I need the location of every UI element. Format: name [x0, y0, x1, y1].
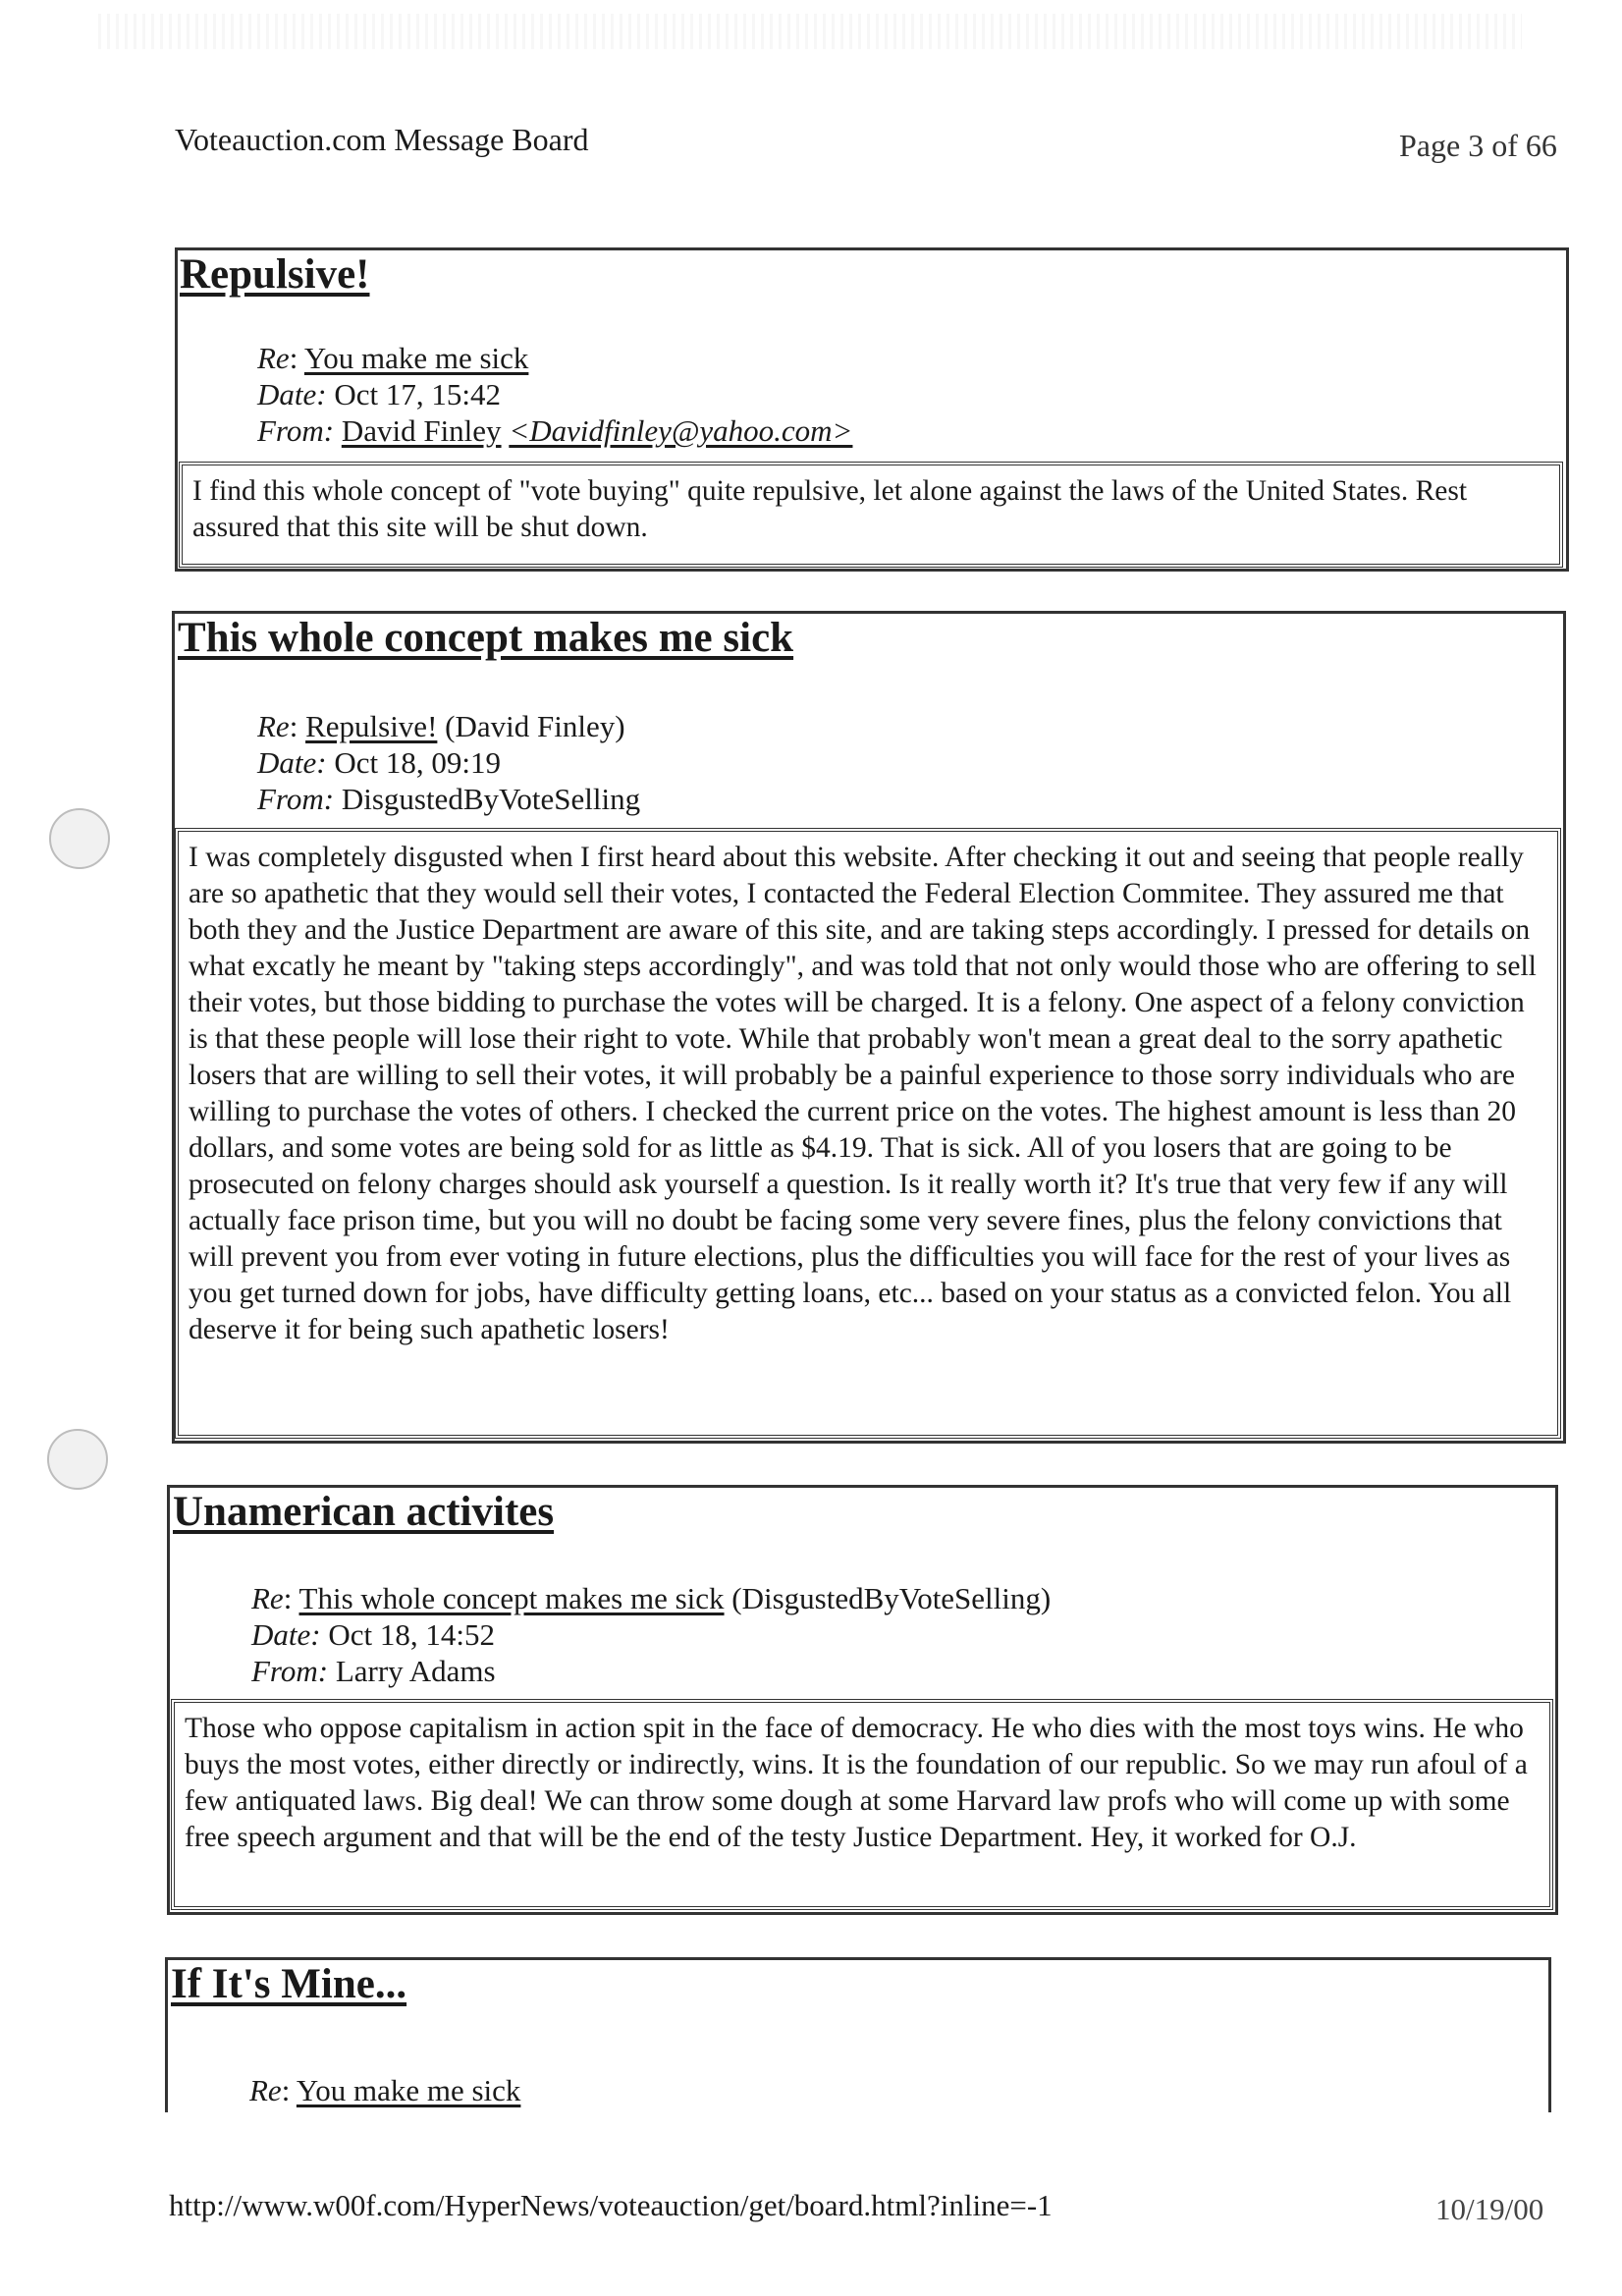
- post-meta: Re: This whole concept makes me sick (DisgustedByVoteSelling) Date: Oct 18, 14:52 From: Larry Adams: [251, 1581, 1052, 1688]
- page-number: Page 3 of 66: [1399, 128, 1557, 163]
- post-body-text: I find this whole concept of "vote buying" quite repulsive, let alone against the laws of the United States. Rest assured that this site will be shut down.: [192, 475, 1468, 543]
- author-name: DisgustedByVoteSelling: [341, 782, 641, 816]
- post-meta: Re: You make me sick: [249, 2073, 521, 2107]
- re-author: (DisgustedByVoteSelling): [731, 1581, 1052, 1615]
- re-link[interactable]: You make me sick: [303, 341, 529, 375]
- post-title[interactable]: If It's Mine...: [171, 1961, 407, 2007]
- footer-url: http://www.w00f.com/HyperNews/voteauction/get/board.html?inline=-1: [169, 2188, 1053, 2222]
- scan-noise: [98, 14, 1522, 49]
- re-label: Re: [249, 2073, 282, 2107]
- post-meta: Re: Repulsive! (David Finley) Date: Oct 18, 09:19 From: DisgustedByVoteSelling: [257, 709, 641, 816]
- post-body-text: I was completely disgusted when I first heard about this website. After checking it out and seeing that people really are so apathetic that they would sell their votes, I contacted the Federal Election Commitee. They assured me that both they and the Justice Department are aware of this site, and are taking steps accordingly. I pressed for details on what excatly he meant by "taking steps accordingly", and was told that not only would those who are offering to sell their votes, but those bidding to purchase the votes will be charged. It is a felony. One aspect of a felony conviction is that these people will lose their right to vote. While that probably won't mean a great deal to the sorry apathetic losers that are willing to sell their votes, it will probably be a painful experience to those sorry individuals who are willing to purchase the votes of others. I checked the current price on the votes. The highest amount is less than 20 dollars, and some votes are being sold for as little as $4.19. That is sick. All of you losers that are going to be prosecuted on felony charges should ask yourself a question. Is it really worth it? It's true that very few if any will actually face prison time, but you will no doubt be facing some very severe fines, plus the felony convictions that will prevent you from ever voting in future elections, plus the difficulties you will face for the rest of your lives as you get turned down for jobs, have difficulty getting loans, etc... based on your status as a convicted felon. You all deserve it for being such apathetic losers!: [189, 842, 1537, 1345]
- from-label: From:: [257, 413, 335, 448]
- re-label: Re: [251, 1581, 284, 1615]
- author-name: Larry Adams: [335, 1654, 496, 1688]
- post-title[interactable]: Repulsive!: [180, 251, 370, 298]
- post-meta: Re: You make me sick Date: Oct 17, 15:42 From: David Finley <Davidfinley@yahoo.com>: [257, 341, 853, 448]
- from-label: From:: [257, 782, 335, 816]
- post-date: Oct 18, 09:19: [334, 745, 501, 780]
- post-body: [179, 462, 1563, 568]
- post-body: [171, 1699, 1553, 1910]
- punch-hole: [47, 1429, 108, 1490]
- post-date: Oct 18, 14:52: [328, 1617, 495, 1652]
- date-label: Date:: [251, 1617, 321, 1652]
- post-body: [175, 828, 1561, 1439]
- author-link[interactable]: David Finley: [341, 413, 502, 448]
- punch-hole: [49, 808, 110, 869]
- post-date: Oct 17, 15:42: [334, 377, 501, 411]
- post-title[interactable]: This whole concept makes me sick: [178, 615, 794, 661]
- post-body-text: Those who oppose capitalism in action spit in the face of democracy. He who dies with the most toys wins. He who buys the most votes, either directly or indirectly, wins. It is the foundation of our republic. So we may run afoul of a few antiquated laws. Big deal! We can throw some dough at some Harvard law profs who will come up with some free speech argument and that will be the end of the testy Justice Department. Hey, it worked for O.J.: [185, 1713, 1528, 1853]
- re-link[interactable]: You make me sick: [296, 2073, 521, 2107]
- author-email-link[interactable]: <Davidfinley@yahoo.com>: [509, 413, 853, 448]
- footer-date: 10/19/00: [1435, 2192, 1544, 2226]
- re-label: Re: [257, 341, 290, 375]
- re-link[interactable]: This whole concept makes me sick: [298, 1581, 725, 1615]
- date-label: Date:: [257, 377, 327, 411]
- date-label: Date:: [257, 745, 327, 780]
- document-title: Voteauction.com Message Board: [175, 122, 589, 157]
- re-author: (David Finley): [445, 709, 625, 743]
- re-link[interactable]: Repulsive!: [305, 709, 438, 743]
- re-label: Re: [257, 709, 290, 743]
- from-label: From:: [251, 1654, 329, 1688]
- post-title[interactable]: Unamerican activites: [173, 1489, 555, 1535]
